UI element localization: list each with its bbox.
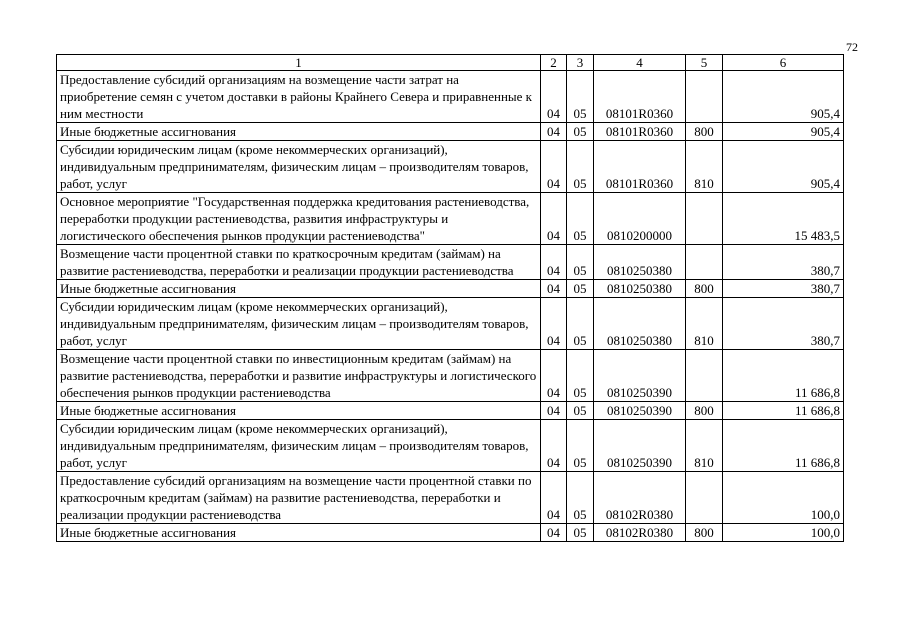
amount-cell: 905,4	[723, 123, 844, 141]
subsection-code-cell: 05	[567, 141, 594, 193]
section-code-cell: 04	[541, 123, 567, 141]
table-row	[57, 123, 844, 141]
column-header: 5	[686, 55, 723, 71]
row-name-cell: Предоставление субсидий организациям на возмещение части затрат на приобретение семян с учетом доставки в районы Крайнего Севера и приравненные к ним местности	[57, 71, 541, 123]
row-name-cell: Иные бюджетные ассигнования	[57, 280, 541, 298]
subsection-code-cell: 05	[567, 350, 594, 402]
section-code-cell: 04	[541, 472, 567, 524]
row-name-cell: Предоставление субсидий организациям на возмещение части процентной ставки по краткосрочным кредитам (займам) на развитие растениеводства, переработки и реализации продукции растениеводства	[57, 472, 541, 524]
amount-cell: 11 686,8	[723, 420, 844, 472]
budget-table	[56, 54, 844, 542]
subsection-code-cell: 05	[567, 420, 594, 472]
target-article-cell: 08101R0360	[594, 123, 686, 141]
table-row	[57, 350, 844, 402]
target-article-cell: 0810250390	[594, 350, 686, 402]
section-code-cell: 04	[541, 524, 567, 542]
section-code-cell: 04	[541, 298, 567, 350]
expense-type-cell: 810	[686, 420, 723, 472]
target-article-cell: 08102R0380	[594, 524, 686, 542]
table-row	[57, 472, 844, 524]
section-code-cell: 04	[541, 420, 567, 472]
expense-type-cell	[686, 472, 723, 524]
subsection-code-cell: 05	[567, 123, 594, 141]
subsection-code-cell: 05	[567, 245, 594, 280]
subsection-code-cell: 05	[567, 524, 594, 542]
row-name-cell: Возмещение части процентной ставки по краткосрочным кредитам (займам) на развитие растениеводства, переработки и реализации продукции растениеводства	[57, 245, 541, 280]
column-header: 3	[567, 55, 594, 71]
expense-type-cell: 810	[686, 298, 723, 350]
target-article-cell: 0810250380	[594, 245, 686, 280]
amount-cell: 380,7	[723, 245, 844, 280]
target-article-cell: 08101R0360	[594, 71, 686, 123]
row-name-cell: Иные бюджетные ассигнования	[57, 524, 541, 542]
section-code-cell: 04	[541, 193, 567, 245]
table-row	[57, 280, 844, 298]
subsection-code-cell: 05	[567, 71, 594, 123]
amount-cell: 11 686,8	[723, 350, 844, 402]
amount-cell: 11 686,8	[723, 402, 844, 420]
table-row	[57, 524, 844, 542]
subsection-code-cell: 05	[567, 280, 594, 298]
row-name-cell: Субсидии юридическим лицам (кроме некоммерческих организаций), индивидуальным предпринимателям, физическим лицам – производителям товаров, работ, услуг	[57, 141, 541, 193]
column-header: 6	[723, 55, 844, 71]
page-number: 72	[846, 40, 858, 54]
table-row	[57, 193, 844, 245]
expense-type-cell: 800	[686, 123, 723, 141]
row-name-cell: Иные бюджетные ассигнования	[57, 123, 541, 141]
target-article-cell: 08101R0360	[594, 141, 686, 193]
table-header	[57, 55, 844, 71]
target-article-cell: 0810250390	[594, 402, 686, 420]
row-name-cell: Субсидии юридическим лицам (кроме некоммерческих организаций), индивидуальным предпринимателям, физическим лицам – производителям товаров, работ, услуг	[57, 420, 541, 472]
target-article-cell: 08102R0380	[594, 472, 686, 524]
expense-type-cell	[686, 71, 723, 123]
column-header: 1	[57, 55, 541, 71]
target-article-cell: 0810250380	[594, 280, 686, 298]
table-row	[57, 402, 844, 420]
table-row	[57, 298, 844, 350]
section-code-cell: 04	[541, 280, 567, 298]
row-name-cell: Основное мероприятие "Государственная поддержка кредитования растениеводства, переработки продукции растениеводства, развития инфраструктуры и логистического обеспечения рынков продукции растениеводства"	[57, 193, 541, 245]
subsection-code-cell: 05	[567, 193, 594, 245]
amount-cell: 15 483,5	[723, 193, 844, 245]
expense-type-cell: 800	[686, 402, 723, 420]
amount-cell: 905,4	[723, 71, 844, 123]
row-name-cell: Возмещение части процентной ставки по инвестиционным кредитам (займам) на развитие растениеводства, переработки и развитие инфраструктуры и логистического обеспечения рынков продукции растениеводства	[57, 350, 541, 402]
target-article-cell: 0810250390	[594, 420, 686, 472]
table-body	[57, 71, 844, 542]
section-code-cell: 04	[541, 141, 567, 193]
expense-type-cell	[686, 350, 723, 402]
table-row	[57, 245, 844, 280]
row-name-cell: Иные бюджетные ассигнования	[57, 402, 541, 420]
subsection-code-cell: 05	[567, 472, 594, 524]
expense-type-cell	[686, 245, 723, 280]
subsection-code-cell: 05	[567, 298, 594, 350]
amount-cell: 380,7	[723, 298, 844, 350]
column-header: 2	[541, 55, 567, 71]
row-name-cell: Субсидии юридическим лицам (кроме некоммерческих организаций), индивидуальным предпринимателям, физическим лицам – производителям товаров, работ, услуг	[57, 298, 541, 350]
section-code-cell: 04	[541, 402, 567, 420]
expense-type-cell: 810	[686, 141, 723, 193]
section-code-cell: 04	[541, 71, 567, 123]
table-row	[57, 71, 844, 123]
column-header: 4	[594, 55, 686, 71]
target-article-cell: 0810200000	[594, 193, 686, 245]
expense-type-cell	[686, 193, 723, 245]
expense-type-cell: 800	[686, 280, 723, 298]
table-row	[57, 420, 844, 472]
target-article-cell: 0810250380	[594, 298, 686, 350]
amount-cell: 100,0	[723, 524, 844, 542]
subsection-code-cell: 05	[567, 402, 594, 420]
expense-type-cell: 800	[686, 524, 723, 542]
amount-cell: 905,4	[723, 141, 844, 193]
amount-cell: 100,0	[723, 472, 844, 524]
section-code-cell: 04	[541, 245, 567, 280]
table-row	[57, 141, 844, 193]
amount-cell: 380,7	[723, 280, 844, 298]
header-row	[57, 55, 844, 71]
section-code-cell: 04	[541, 350, 567, 402]
